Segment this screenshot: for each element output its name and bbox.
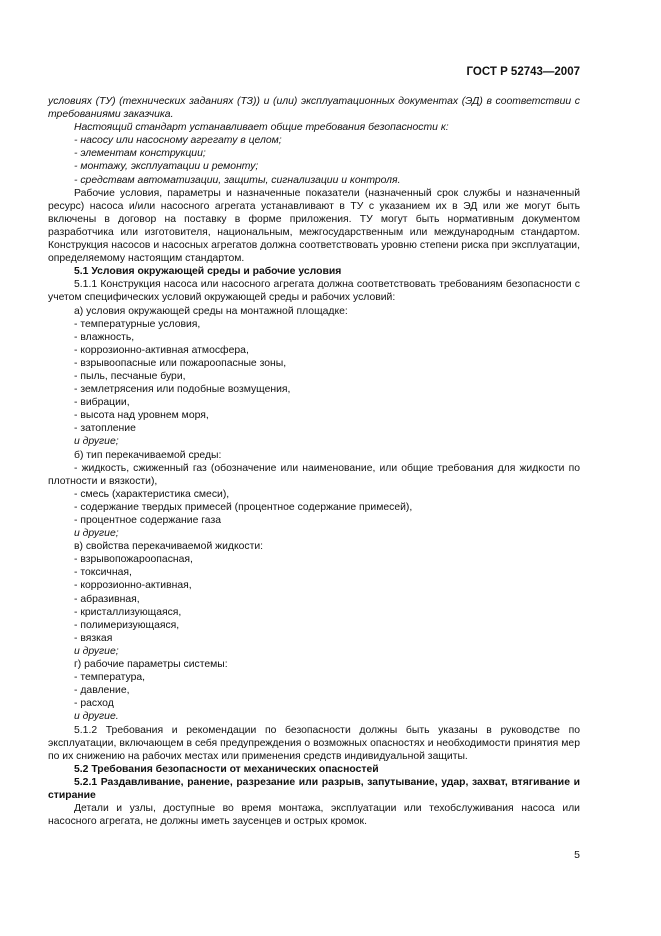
paragraph: - вибрации, [74,397,130,409]
paragraph: - смесь (характеристика смеси), [74,488,230,500]
paragraph: и другие; [74,528,119,540]
paragraph: а) условия окружающей среды на монтажной площадке: [74,305,348,317]
paragraph: - процентное содержание газа [74,515,222,526]
paragraph: 5.2 Требования безопасности от механических опасностей [74,763,379,775]
paragraph: - высота над уровнем моря, [74,410,209,422]
paragraph: - насосу или насосному агрегату в целом; [74,135,282,147]
paragraph: - пыль, песчаные бури, [74,370,186,382]
paragraph: - элементам конструкции; [74,148,206,160]
paragraph: 5.2.1 Раздавливание, ранение, разрезание или разрыв, запутывание, удар, захват, втягивание и стирание [48,776,580,801]
page-number: 5 [574,849,580,861]
paragraph: - взрывоопасные или пожароопасные зоны, [74,357,287,369]
paragraph: Рабочие условия, параметры и назначенные показатели (назначенный срок службы и назначенный ресурс) насоса и/или насосного агрегата устанавливают в ТУ с указанием их в ЭД или же могут быть включены в договор на поставку в форме приложения. ТУ могут быть нормативным документом разработчика или изготовителя, национальным, межгосударственным или международным стандартом. Конструкция насосов и насосных агрегатов должна соответствовать уровню степени риска при эксплуатации, определяемому настоящим стандартом. [48,187,580,265]
paragraph: - землетрясения или подобные возмущения, [74,384,291,396]
paragraph: - монтажу, эксплуатации и ремонту; [74,161,259,173]
paragraph: б) тип перекачиваемой среды: [74,449,222,461]
page-header-doc-code: ГОСТ Р 52743—2007 [466,66,580,78]
paragraph: - влажность, [74,331,135,343]
paragraph: и другие. [74,711,119,723]
paragraph: г) рабочие параметры системы: [74,659,228,671]
paragraph: и другие; [74,436,119,448]
paragraph: - средствам автоматизации, защиты, сигнализации и контроля. [74,174,401,186]
paragraph: - токсичная, [74,567,132,579]
paragraph: - полимеризующаяся, [74,619,180,631]
paragraph: условиях (ТУ) (технических заданиях (ТЗ)) и (или) эксплуатационных документах (ЭД) в соответствии с требованиями заказчика. [48,96,580,121]
paragraph: и другие; [74,645,119,657]
paragraph: - давление, [74,685,130,697]
paragraph: 5.1.2 Требования и рекомендации по безопасности должны быть указаны в руководстве по эксплуатации, включающем в себя предупреждения о возможных опасностях и необходимости принятия мер по их снижению на рабочих местах или применения средств индивидуальной защиты. [48,724,580,762]
paragraph: - коррозионно-активная атмосфера, [74,344,249,356]
paragraph: - коррозионно-активная, [74,580,192,592]
paragraph: - температурные условия, [74,318,201,330]
paragraph: Настоящий стандарт устанавливает общие требования безопасности к: [74,122,449,134]
paragraph: - температура, [74,672,146,684]
paragraph: - жидкость, сжиженный газ (обозначение или наименование, или общие требования для жидкости по плотности и вязкости), [48,462,580,487]
paragraph: - взрывопожароопасная, [74,554,193,566]
paragraph: - абразивная, [74,593,140,605]
paragraph: Детали и узлы, доступные во время монтажа, эксплуатации или техобслуживания насоса или насосного агрегата, не должны иметь заусенцев и острых кромок. [48,803,580,828]
paragraph: в) свойства перекачиваемой жидкости: [74,541,264,553]
paragraph: 5.1.1 Конструкция насоса или насосного агрегата должна соответствовать требованиям безопасности с учетом специфических условий окружающей среды и рабочих условий: [48,279,580,304]
paragraph: - затопление [74,423,136,435]
paragraph: 5.1 Условия окружающей среды и рабочие условия [74,266,342,278]
paragraph: - вязкая [74,632,113,644]
document-body [48,95,580,828]
paragraph: - содержание твердых примесей (процентное содержание примесей), [74,501,413,513]
paragraph: - расход [74,698,114,710]
paragraph: - кристаллизующаяся, [74,606,182,618]
